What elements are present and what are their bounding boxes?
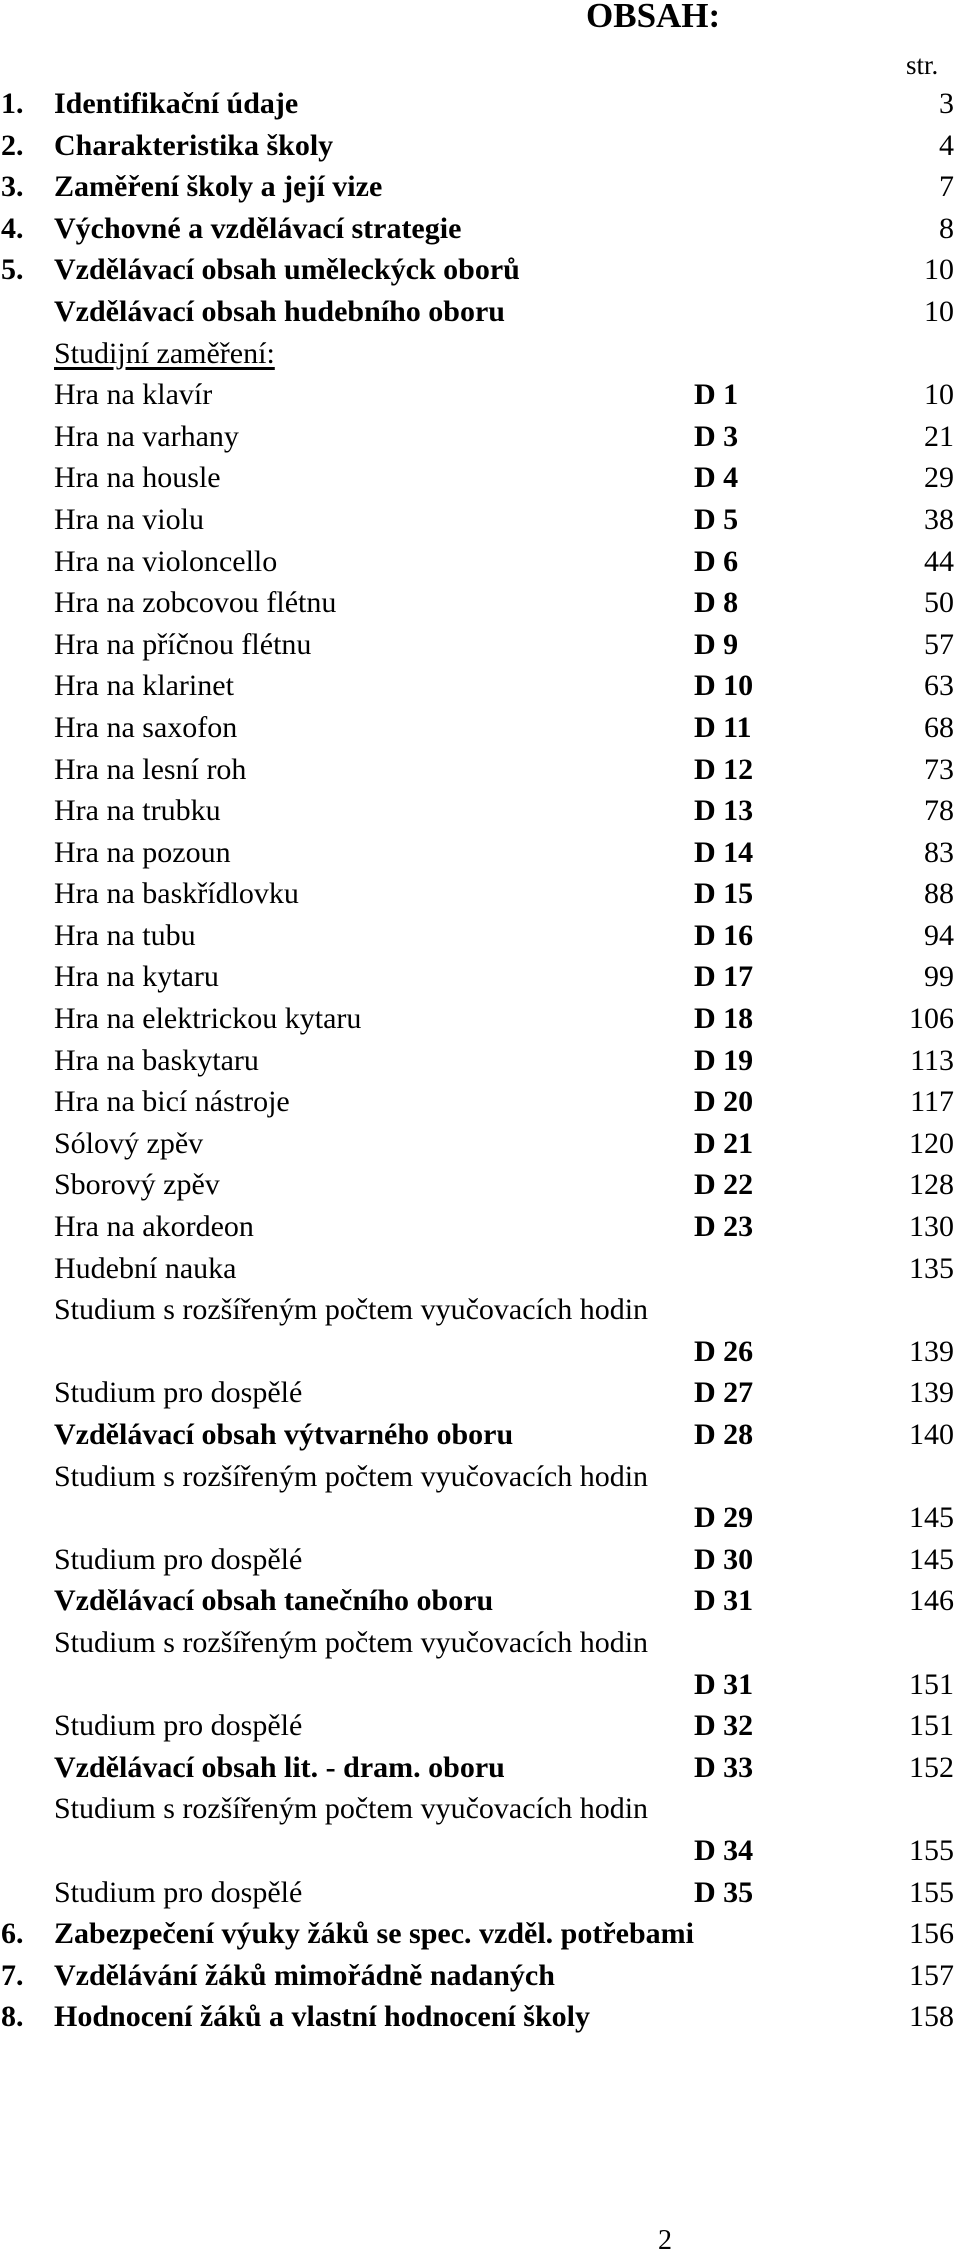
toc-entry-label: Identifikační údaje (54, 87, 299, 120)
toc-entry (0, 208, 960, 250)
toc-entry-page: 146 (909, 1584, 954, 1618)
toc-entry (0, 1539, 960, 1581)
toc-entry-label: Hra na violu (54, 502, 204, 536)
toc-entry (0, 291, 960, 333)
toc-entry-label: Hra na baskytaru (54, 1043, 259, 1077)
toc-entry-label: Hra na lesní roh (54, 752, 247, 786)
toc-entry-page: 151 (909, 1667, 954, 1701)
toc-entry-page: 63 (924, 669, 954, 703)
toc-entry-label: Studium s rozšířeným počtem vyučovacích hodin (54, 1459, 649, 1493)
toc-entry-code: D 13 (694, 794, 754, 828)
toc-entry-code: D 18 (694, 1002, 754, 1036)
toc-entry-label: Hodnocení žáků a vlastní hodnocení školy (54, 2000, 590, 2034)
toc-entry-page: 157 (909, 1958, 954, 1992)
toc-entry-page: 139 (909, 1376, 954, 1410)
toc-entry-code: D 17 (694, 960, 754, 994)
toc-entry-label: Vzdělávací obsah uměleckýck oborů (54, 253, 520, 287)
toc-entry-label: Studium s rozšířeným počtem vyučovacích hodin (54, 1792, 649, 1826)
toc-entry-code: D 11 (694, 710, 752, 744)
toc-entry-page: 145 (909, 1542, 954, 1576)
toc-entry-label: Hra na violoncello (54, 544, 278, 578)
toc-entry-label: Hra na housle (54, 461, 221, 495)
toc-entry-page: 113 (910, 1043, 954, 1077)
toc-entry-code: D 19 (694, 1043, 754, 1077)
page-column-label: str. (906, 50, 939, 80)
toc-entry (0, 457, 960, 499)
toc-entry-code: D 23 (694, 1210, 754, 1244)
toc-entry-label: Hra na bicí nástroje (54, 1085, 290, 1119)
toc-entry-label: Hra na trubku (54, 794, 221, 828)
toc-entry (0, 1830, 960, 1872)
toc-entry (0, 1331, 960, 1373)
toc-entry-label: Hra na klarinet (54, 669, 234, 703)
toc-entry-label: Hra na baskřídlovku (54, 877, 299, 911)
toc-entry (0, 1497, 960, 1539)
toc-entry-page: 4 (939, 128, 954, 162)
toc-entry-code: D 34 (694, 1833, 754, 1867)
toc-entry-page: 57 (924, 627, 954, 661)
toc-entry-page: 128 (909, 1168, 954, 1202)
toc-entry-page: 73 (924, 752, 954, 786)
toc-entry-code: D 26 (694, 1334, 754, 1368)
toc-entry-label: Vzdělávání žáků mimořádně nadaných (54, 1958, 555, 1992)
toc-entry-code: D 4 (694, 461, 739, 495)
toc-entry-page: 10 (924, 294, 954, 328)
toc-entry-label: Hra na elektrickou kytaru (54, 1002, 362, 1036)
toc-entry-page: 10 (924, 378, 954, 412)
toc-entry (0, 1788, 960, 1830)
toc-entry-label: Hra na saxofon (54, 710, 238, 744)
toc-entry-page: 140 (909, 1418, 954, 1451)
toc-entry-code: D 31 (694, 1584, 754, 1618)
toc-entry-page: 158 (909, 2000, 954, 2034)
toc-entry (0, 1414, 960, 1456)
toc-entry-label: Charakteristika školy (54, 128, 334, 162)
toc-entry (0, 1622, 960, 1664)
toc-entry-page: 29 (924, 461, 954, 495)
toc-entry-label: Hra na kytaru (54, 960, 219, 994)
toc-entry-code: D 14 (694, 835, 754, 869)
toc-entry-number: 2. (1, 128, 24, 162)
toc-entry-code: D 15 (694, 877, 754, 911)
toc-entry-code: D 9 (694, 627, 739, 661)
toc-entry-code: D 6 (694, 544, 739, 578)
toc-entry-page: 151 (909, 1709, 954, 1743)
toc-entry-code: D 30 (694, 1542, 754, 1576)
toc-entry-page: 120 (909, 1126, 954, 1160)
toc-entry-label: Vzdělávací obsah tanečního oboru (54, 1584, 494, 1618)
toc-entry-code: D 28 (694, 1418, 754, 1451)
toc-entry (0, 707, 960, 749)
page-number: 2 (658, 2225, 672, 2256)
toc-entry (0, 125, 960, 167)
toc-entry (0, 1705, 960, 1747)
toc-entry-label: Zaměření školy a její vize (54, 170, 383, 204)
toc-entry-label: Hra na příčnou flétnu (54, 627, 312, 661)
toc-entry-page: 152 (909, 1750, 954, 1784)
toc-entry (0, 1164, 960, 1206)
toc-entry (0, 416, 960, 458)
toc-entry (0, 333, 960, 375)
toc-entry-code: D 33 (694, 1750, 754, 1784)
toc-entry-page: 3 (939, 87, 954, 120)
toc-entry-page: 68 (924, 710, 954, 744)
toc-entry (0, 1872, 960, 1914)
toc-entry (0, 582, 960, 624)
toc-entry-label: Studium pro dospělé (54, 1709, 303, 1743)
page-title: OBSAH: (586, 0, 721, 35)
toc-entry (0, 1747, 960, 1789)
toc-entry-label: Studium pro dospělé (54, 1542, 303, 1576)
toc-entry-code: D 8 (694, 586, 739, 620)
toc-entry-label: Hra na klavír (54, 378, 213, 412)
toc-entry-code: D 29 (694, 1501, 754, 1535)
toc-entry-code: D 12 (694, 752, 754, 786)
toc-entry-page: 78 (924, 794, 954, 828)
toc-entry-code: D 21 (694, 1126, 754, 1160)
toc-entry (0, 1456, 960, 1498)
toc-entry-page: 88 (924, 877, 954, 911)
toc-entry (0, 998, 960, 1040)
toc-entry-label: Hra na pozoun (54, 835, 231, 869)
toc-entry-code: D 20 (694, 1085, 754, 1119)
toc-entry-code: D 31 (694, 1667, 754, 1701)
toc-entry-label: Studium pro dospělé (54, 1376, 303, 1410)
toc-entry (0, 956, 960, 998)
toc-entry-label: Vzdělávací obsah hudebního oboru (54, 294, 505, 328)
toc-entry-page: 8 (939, 211, 954, 245)
toc-entry (0, 624, 960, 666)
toc-entry-page: 21 (924, 419, 954, 453)
toc-entry-label: Sborový zpěv (54, 1168, 220, 1202)
toc-entry-page: 10 (924, 253, 954, 287)
toc-entry-page: 117 (910, 1085, 954, 1119)
toc-entry (0, 1372, 960, 1414)
toc-entry-page: 7 (939, 170, 954, 204)
toc-entry (0, 915, 960, 957)
toc-entry-page: 38 (924, 502, 954, 536)
toc-entry-label: Studium s rozšířeným počtem vyučovacích hodin (54, 1625, 649, 1659)
toc-entry (0, 749, 960, 791)
toc-entry-page: 99 (924, 960, 954, 994)
toc-entry-label: Výchovné a vzdělávací strategie (54, 211, 462, 245)
toc-entry (0, 790, 960, 832)
toc-entry-code: D 5 (694, 502, 739, 536)
toc-entry (0, 832, 960, 874)
toc-entry (0, 1913, 960, 1955)
toc-entry-number: 8. (1, 2000, 24, 2034)
toc-entry (0, 1955, 960, 1997)
toc-entry-code: D 27 (694, 1376, 754, 1410)
toc-entry-label: Hudební nauka (54, 1251, 237, 1285)
toc-entry-label: Studium s rozšířeným počtem vyučovacích hodin (54, 1293, 649, 1327)
toc-entry-number: 3. (1, 170, 24, 204)
toc-entry (0, 665, 960, 707)
toc-entry-code: D 10 (694, 669, 754, 703)
toc-entry-code: D 32 (694, 1709, 754, 1743)
toc-entry-code: D 3 (694, 419, 739, 453)
toc-entry-number: 5. (1, 253, 24, 287)
toc-entry-page: 83 (924, 835, 954, 869)
toc-entry-label: Hra na akordeon (54, 1210, 254, 1244)
toc-entry-code: D 16 (694, 918, 754, 952)
toc-entry-label: Vzdělávací obsah lit. - dram. oboru (54, 1750, 505, 1784)
toc-entry-number: 6. (1, 1917, 24, 1951)
toc-entry-label: Hra na tubu (54, 918, 196, 952)
table-of-contents (0, 83, 960, 2038)
toc-entry (0, 1248, 960, 1290)
toc-entry (0, 249, 960, 291)
toc-entry-code: D 1 (694, 378, 739, 412)
toc-entry (0, 1081, 960, 1123)
toc-entry-page: 50 (924, 586, 954, 620)
toc-entry-page: 156 (909, 1917, 954, 1951)
toc-entry-page: 135 (909, 1251, 954, 1285)
toc-entry-page: 155 (909, 1833, 954, 1867)
toc-entry-number: 1. (1, 87, 24, 120)
toc-entry (0, 1289, 960, 1331)
toc-entry (0, 374, 960, 416)
toc-entry (0, 1996, 960, 2038)
toc-entry (0, 1206, 960, 1248)
toc-entry-label: Hra na zobcovou flétnu (54, 586, 337, 620)
toc-entry-page: 155 (909, 1875, 954, 1909)
toc-entry-label: Zabezpečení výuky žáků se spec. vzděl. potřebami (54, 1917, 694, 1951)
toc-entry-page: 139 (909, 1334, 954, 1368)
toc-entry (0, 83, 960, 125)
toc-entry-page: 94 (924, 918, 954, 952)
toc-entry-label: Sólový zpěv (54, 1126, 204, 1160)
toc-entry (0, 499, 960, 541)
toc-entry-code: D 35 (694, 1875, 754, 1909)
toc-entry-number: 4. (1, 211, 24, 245)
toc-entry-label: Studijní zaměření: (54, 336, 275, 370)
toc-entry-label: Vzdělávací obsah výtvarného oboru (54, 1418, 514, 1451)
toc-entry-page: 44 (924, 544, 954, 578)
toc-entry-page: 145 (909, 1501, 954, 1535)
toc-entry-number: 7. (1, 1958, 24, 1992)
toc-entry-page: 130 (909, 1210, 954, 1244)
toc-entry (0, 873, 960, 915)
toc-entry (0, 1580, 960, 1622)
toc-entry (0, 166, 960, 208)
toc-entry-label: Hra na varhany (54, 419, 239, 453)
toc-entry (0, 541, 960, 583)
toc-entry (0, 1123, 960, 1165)
toc-entry (0, 1040, 960, 1082)
toc-entry-page: 106 (909, 1002, 954, 1036)
toc-entry (0, 1664, 960, 1706)
toc-entry-code: D 22 (694, 1168, 754, 1202)
toc-entry-label: Studium pro dospělé (54, 1875, 303, 1909)
